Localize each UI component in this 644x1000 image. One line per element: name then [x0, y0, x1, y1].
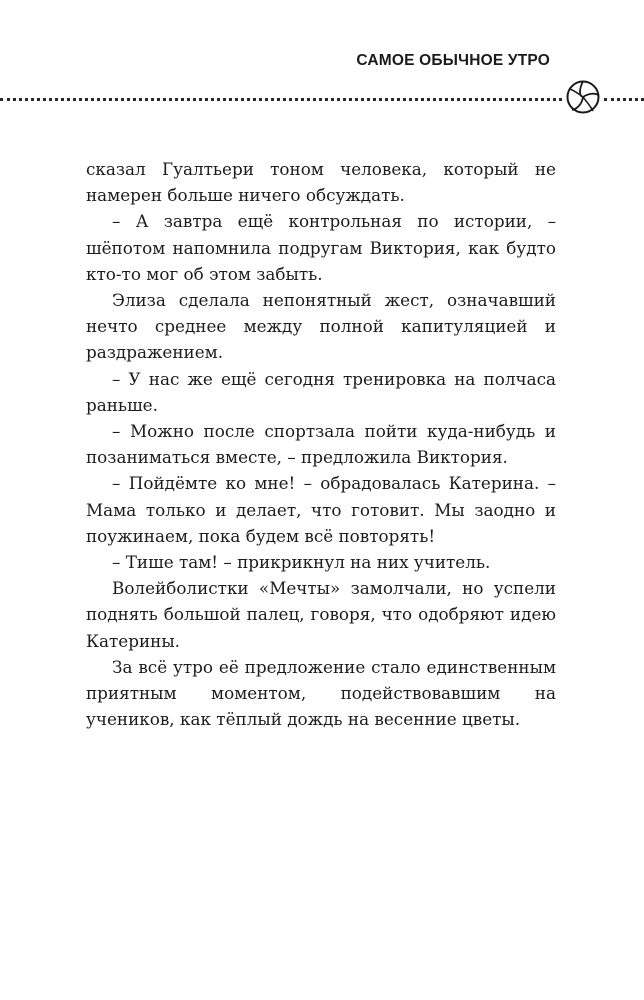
paragraph-5: – Можно после спортзала пойти куда-нибудь и позаниматься вместе, – предложила Виктория. [86, 421, 556, 468]
paragraph-4: – У нас же ещё сегодня тренировка на полчаса раньше. [86, 368, 556, 415]
paragraph-9: За всё утро её предложение стало единственным приятным моментом, подействовавшим на учеников, как тёплый дождь на весенние цветы. [86, 656, 556, 730]
volleyball-icon [565, 79, 601, 115]
paragraph-8: Волейболистки «Мечты» замолчали, но успели поднять большой палец, говоря, что одобряют идею Катерины. [86, 578, 556, 651]
paragraph-3: Элиза сделала непонятный жест, означавший нечто среднее между полной капитуляцией и раздражением. [86, 290, 556, 363]
paragraph-1: сказал Гуалтьери тоном человека, который не намерен больше ничего обсуждать. [86, 159, 556, 206]
paragraph-7: – Тише там! – прикрикнул на них учитель. [112, 552, 491, 573]
dotted-rule-left [0, 98, 562, 101]
body-text [86, 156, 556, 732]
paragraph-6: – Пойдёмте ко мне! – обрадовалась Катерина. – Мама только и делает, что готовит. Мы заодно и поужинаем, пока будем всё повторять! [86, 473, 556, 546]
dotted-rule-right [604, 98, 644, 101]
running-head-title: САМОЕ ОБЫЧНОЕ УТРО [356, 52, 550, 69]
paragraph-2: – А завтра ещё контрольная по истории, – шёпотом напомнила подругам Виктория, как будто кто-то мог об этом забыть. [86, 211, 556, 284]
